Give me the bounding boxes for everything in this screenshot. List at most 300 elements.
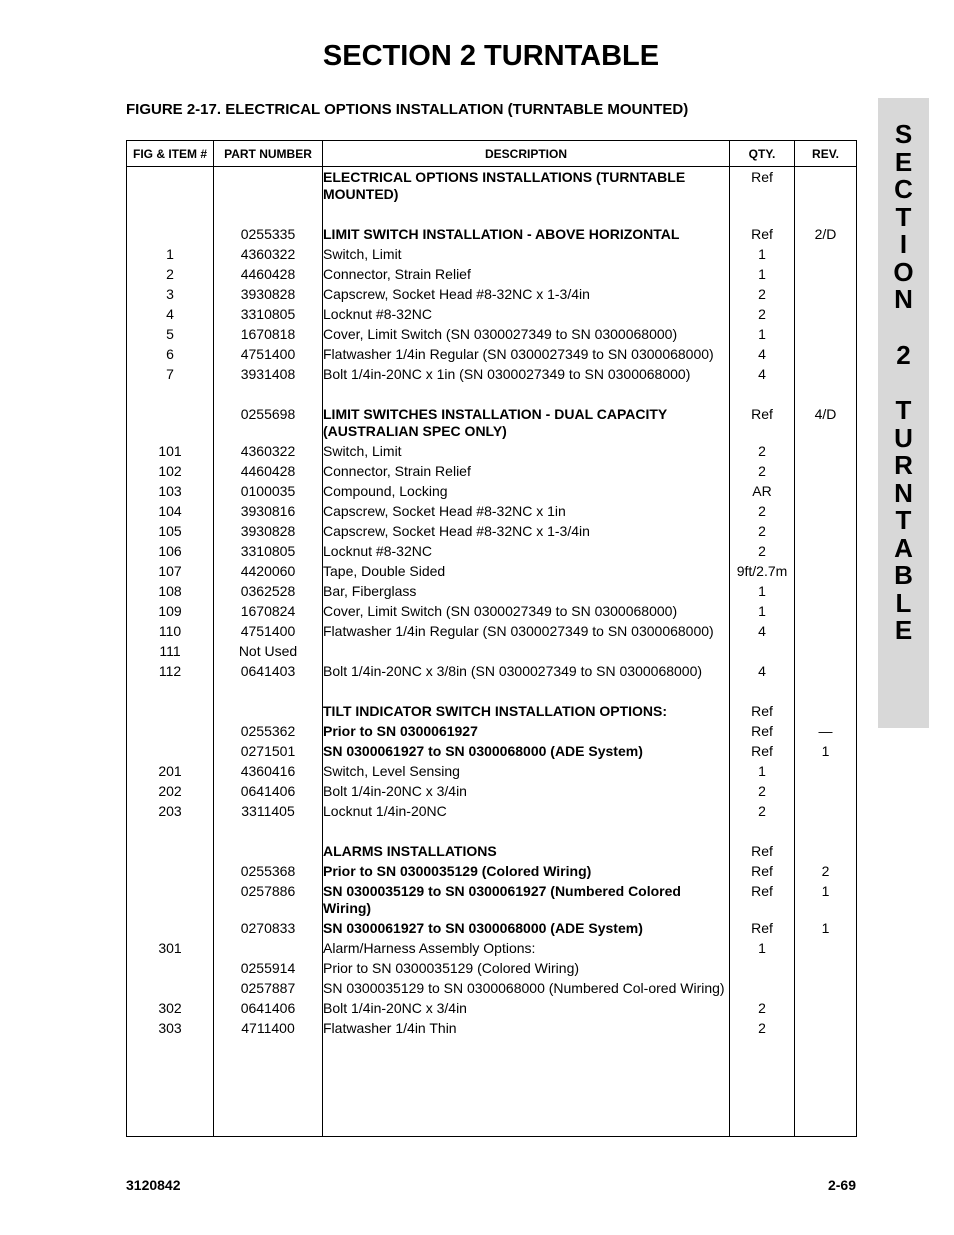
- fig-item-cell-text: 5: [166, 326, 174, 342]
- rev-cell: [795, 1018, 857, 1038]
- qty-cell: [730, 344, 795, 364]
- fig-item-cell: [127, 701, 214, 721]
- table-row: [127, 781, 857, 801]
- rev-cell-text: [795, 998, 856, 1001]
- table-header-row: [127, 141, 857, 167]
- rev-cell-text: 1: [821, 883, 830, 899]
- part-number-cell-text: 4460428: [240, 463, 296, 479]
- rev-cell: [795, 881, 857, 918]
- part-number-cell: [214, 541, 323, 561]
- table-row: [127, 641, 857, 661]
- qty-cell: [730, 601, 795, 621]
- qty-cell: [730, 581, 795, 601]
- document-number: 3120842: [126, 1177, 181, 1193]
- filler-cell: [323, 1038, 730, 1137]
- rev-cell: [795, 561, 857, 581]
- qty-cell-text: Ref: [751, 743, 773, 759]
- fig-item-cell-text: 7: [166, 366, 174, 382]
- part-number-cell-text: 3310805: [240, 306, 296, 322]
- fig-item-cell-text: [127, 721, 213, 724]
- description-cell-text: LIMIT SWITCHES INSTALLATION - DUAL CAPACITY (AUSTRALIAN SPEC ONLY): [323, 406, 668, 439]
- fig-item-cell-text: 101: [158, 443, 182, 459]
- part-number-cell-text: 0255362: [240, 723, 296, 739]
- part-number-cell-text: 4460428: [240, 266, 296, 282]
- description-cell-text: Switch, Level Sensing: [323, 763, 460, 779]
- description-cell-text: Cover, Limit Switch (SN 0300027349 to SN 0300068000): [323, 326, 678, 342]
- qty-cell: [730, 481, 795, 501]
- part-number-cell-text: 0255335: [240, 226, 296, 242]
- fig-item-cell: [127, 167, 214, 225]
- fig-item-cell: [127, 404, 214, 441]
- rev-cell: [795, 701, 857, 721]
- qty-cell: [730, 521, 795, 541]
- side-tab-letter: T: [895, 395, 912, 425]
- qty-cell: [730, 167, 795, 225]
- description-cell-text: ELECTRICAL OPTIONS INSTALLATIONS (TURNTABLE MOUNTED): [323, 169, 686, 202]
- rev-cell: [795, 861, 857, 881]
- qty-cell: [730, 661, 795, 701]
- table-row: [127, 661, 857, 701]
- qty-cell-text: Ref: [751, 169, 773, 185]
- part-number-cell-text: [214, 938, 322, 941]
- rev-cell: [795, 741, 857, 761]
- fig-item-cell-text: 303: [158, 1020, 182, 1036]
- part-number-cell-text: 4360322: [240, 443, 296, 459]
- description-cell: [323, 224, 730, 244]
- description-cell-text: Compound, Locking: [323, 483, 448, 499]
- description-cell-text: Bolt 1/4in-20NC x 3/4in: [323, 1000, 467, 1016]
- table-row: [127, 1018, 857, 1038]
- part-number-cell: [214, 998, 323, 1018]
- side-tab-letter: E: [894, 615, 913, 645]
- description-cell-text: Prior to SN 0300035129 (Colored Wiring): [323, 960, 580, 976]
- table-row: [127, 344, 857, 364]
- part-number-cell-text: 0257887: [240, 980, 296, 996]
- fig-item-cell: [127, 661, 214, 701]
- part-number-cell: [214, 264, 323, 284]
- rev-cell-text: 2: [821, 863, 830, 879]
- rev-cell-text: [795, 841, 856, 844]
- description-cell: [323, 304, 730, 324]
- part-number-cell-text: 3931408: [240, 366, 296, 382]
- fig-item-cell-text: [127, 978, 213, 981]
- fig-item-cell-text: 1: [166, 246, 174, 262]
- qty-cell: [730, 761, 795, 781]
- fig-item-cell-text: 106: [158, 543, 182, 559]
- fig-item-cell: [127, 918, 214, 938]
- fig-item-cell: [127, 741, 214, 761]
- qty-cell: [730, 721, 795, 741]
- description-cell: [323, 324, 730, 344]
- qty-cell-text: 1: [758, 326, 766, 342]
- description-cell-text: Locknut #8-32NC: [323, 306, 432, 322]
- rev-cell-text: 1: [821, 920, 830, 936]
- fig-item-cell-text: 110: [158, 623, 182, 639]
- figure-title: FIGURE 2-17. ELECTRICAL OPTIONS INSTALLATION (TURNTABLE MOUNTED): [126, 101, 689, 118]
- rev-cell: [795, 441, 857, 461]
- rev-cell: [795, 284, 857, 304]
- qty-cell: [730, 741, 795, 761]
- column-header-rev: REV.: [795, 141, 857, 167]
- side-tab-letter: U: [894, 422, 913, 453]
- table-row: [127, 324, 857, 344]
- part-number-cell: [214, 741, 323, 761]
- part-number-cell-text: 0255368: [240, 863, 296, 879]
- side-tab-letter: O: [893, 256, 914, 287]
- qty-cell-text: 9ft/2.7m: [736, 563, 788, 579]
- part-number-cell: [214, 167, 323, 225]
- description-cell-text: SN 0300061927 to SN 0300068000 (ADE System): [323, 920, 643, 936]
- table-row: [127, 601, 857, 621]
- rev-cell: [795, 404, 857, 441]
- rev-cell: [795, 344, 857, 364]
- rev-cell-text: [795, 978, 856, 981]
- part-number-cell: [214, 641, 323, 661]
- table-row: [127, 244, 857, 264]
- rev-cell-text: [795, 958, 856, 961]
- rev-cell: [795, 801, 857, 841]
- description-cell: [323, 501, 730, 521]
- description-cell-text: Capscrew, Socket Head #8-32NC x 1in: [323, 503, 566, 519]
- part-number-cell: [214, 344, 323, 364]
- table-row: [127, 938, 857, 958]
- rev-cell-text: [795, 761, 856, 764]
- description-cell-text: Flatwasher 1/4in Regular (SN 0300027349 to SN 0300068000): [323, 346, 714, 362]
- part-number-cell-text: 4751400: [240, 623, 296, 639]
- description-cell-text: LIMIT SWITCH INSTALLATION - ABOVE HORIZONTAL: [323, 226, 680, 242]
- part-number-cell-text: 3930816: [240, 503, 296, 519]
- rev-cell: [795, 721, 857, 741]
- part-number-cell-text: 3310805: [240, 543, 296, 559]
- part-number-cell: [214, 501, 323, 521]
- part-number-cell: [214, 601, 323, 621]
- qty-cell-text: 2: [758, 783, 766, 799]
- description-cell-text: Alarm/Harness Assembly Options:: [323, 940, 536, 956]
- fig-item-cell: [127, 441, 214, 461]
- fig-item-cell-text: 3: [166, 286, 174, 302]
- description-cell: [323, 701, 730, 721]
- rev-cell: [795, 501, 857, 521]
- description-cell: [323, 561, 730, 581]
- part-number-cell: [214, 801, 323, 841]
- description-cell: [323, 284, 730, 304]
- qty-cell-text: 4: [758, 346, 766, 362]
- qty-cell-text: [730, 978, 794, 981]
- description-cell-text: Tape, Double Sided: [323, 563, 446, 579]
- fig-item-cell-text: 203: [158, 803, 182, 819]
- qty-cell-text: 1: [758, 583, 766, 599]
- rev-cell-text: [795, 264, 856, 267]
- table-row: [127, 581, 857, 601]
- qty-cell: [730, 264, 795, 284]
- description-cell: [323, 661, 730, 701]
- description-cell: [323, 641, 730, 661]
- qty-cell: [730, 938, 795, 958]
- part-number-cell: [214, 404, 323, 441]
- part-number-cell-text: 0641406: [240, 783, 296, 799]
- table-row: [127, 167, 857, 225]
- parts-list-table: [126, 140, 857, 1137]
- rev-cell-text: [795, 601, 856, 604]
- rev-cell-text: [795, 501, 856, 504]
- qty-cell: [730, 621, 795, 641]
- table-row: [127, 881, 857, 918]
- rev-cell-text: [795, 781, 856, 784]
- part-number-cell: [214, 881, 323, 918]
- fig-item-cell-text: 202: [158, 783, 182, 799]
- table-row: [127, 264, 857, 284]
- rev-cell-text: [795, 364, 856, 387]
- rev-cell-text: [795, 1018, 856, 1021]
- qty-cell-text: Ref: [751, 863, 773, 879]
- description-cell: [323, 621, 730, 641]
- fig-item-cell: [127, 1018, 214, 1038]
- part-number-cell: [214, 481, 323, 501]
- fig-item-cell-text: 102: [158, 463, 182, 479]
- qty-cell: [730, 701, 795, 721]
- rev-cell: [795, 581, 857, 601]
- part-number-cell: [214, 721, 323, 741]
- qty-cell-text: 2: [758, 443, 766, 459]
- description-cell-text: Bolt 1/4in-20NC x 3/8in (SN 0300027349 to SN 0300068000): [323, 663, 703, 679]
- rev-cell-text: [795, 167, 856, 190]
- rev-cell-text: [795, 441, 856, 444]
- rev-cell-text: [795, 461, 856, 464]
- fig-item-cell-text: [127, 404, 213, 407]
- rev-cell-text: 2/D: [814, 226, 837, 242]
- description-cell: [323, 441, 730, 461]
- description-cell: [323, 481, 730, 501]
- part-number-cell-text: 4711400: [241, 1020, 295, 1036]
- description-cell-text: Prior to SN 0300061927: [323, 723, 478, 739]
- fig-item-cell-text: 6: [166, 346, 174, 362]
- qty-cell: [730, 801, 795, 841]
- qty-cell-text: 4: [758, 663, 766, 679]
- qty-cell: [730, 641, 795, 661]
- qty-cell: [730, 501, 795, 521]
- part-number-cell-text: 3930828: [240, 523, 296, 539]
- fig-item-cell: [127, 461, 214, 481]
- side-tab-letter: C: [894, 174, 913, 204]
- rev-cell-text: [795, 481, 856, 484]
- description-cell: [323, 978, 730, 998]
- rev-cell: [795, 364, 857, 404]
- filler-cell: [127, 1038, 214, 1137]
- part-number-cell: [214, 978, 323, 998]
- qty-cell-text: 2: [758, 543, 766, 559]
- fig-item-cell-text: 302: [158, 1000, 182, 1016]
- qty-cell: [730, 441, 795, 461]
- description-cell-text: Connector, Strain Relief: [323, 463, 471, 479]
- description-cell: [323, 841, 730, 861]
- rev-cell: [795, 918, 857, 938]
- rev-cell-text: [795, 701, 856, 704]
- fig-item-cell-text: [127, 861, 213, 864]
- fig-item-cell: [127, 601, 214, 621]
- qty-cell-text: Ref: [751, 406, 773, 422]
- qty-cell-text: 2: [758, 803, 766, 819]
- qty-cell-text: 2: [758, 306, 766, 322]
- qty-cell: [730, 841, 795, 861]
- rev-cell-text: [795, 641, 856, 644]
- description-cell: [323, 344, 730, 364]
- rev-cell-text: [795, 938, 856, 941]
- side-tab-letter: R: [894, 450, 913, 480]
- part-number-cell: [214, 521, 323, 541]
- description-cell-text: Locknut #8-32NC: [323, 543, 432, 559]
- rev-cell-text: 1: [821, 743, 830, 759]
- side-tab-letter: B: [894, 560, 913, 590]
- description-cell-text: TILT INDICATOR SWITCH INSTALLATION OPTIONS:: [323, 703, 668, 719]
- fig-item-cell: [127, 978, 214, 998]
- fig-item-cell: [127, 364, 214, 404]
- table-row: [127, 861, 857, 881]
- fig-item-cell-text: 104: [158, 503, 182, 519]
- rev-cell: [795, 641, 857, 661]
- qty-cell: [730, 781, 795, 801]
- description-cell: [323, 521, 730, 541]
- qty-cell-text: AR: [752, 483, 772, 499]
- description-cell: [323, 781, 730, 801]
- description-cell-text: Switch, Limit: [323, 246, 402, 262]
- table-row: [127, 761, 857, 781]
- qty-cell: [730, 918, 795, 938]
- fig-item-cell-text: 301: [158, 940, 182, 956]
- description-cell-text: SN 0300035129 to SN 0300068000 (Numbered Col-ored Wiring): [323, 980, 725, 996]
- description-cell: [323, 581, 730, 601]
- description-cell: [323, 461, 730, 481]
- qty-cell: [730, 404, 795, 441]
- rev-cell: [795, 998, 857, 1018]
- description-cell: [323, 541, 730, 561]
- part-number-cell: [214, 224, 323, 244]
- part-number-cell: [214, 1018, 323, 1038]
- table-row: [127, 441, 857, 461]
- filler-cell: [214, 1038, 323, 1137]
- qty-cell: [730, 881, 795, 918]
- rev-cell-text: [795, 344, 856, 347]
- rev-cell: [795, 601, 857, 621]
- fig-item-cell-text: [127, 958, 213, 961]
- qty-cell: [730, 461, 795, 481]
- part-number-cell: [214, 918, 323, 938]
- rev-cell-text: 4/D: [814, 406, 837, 422]
- table-row: [127, 541, 857, 561]
- rev-cell: [795, 244, 857, 264]
- rev-cell: [795, 938, 857, 958]
- description-cell: [323, 881, 730, 918]
- qty-cell-text: 1: [758, 763, 766, 779]
- part-number-cell-text: 4360416: [240, 763, 296, 779]
- fig-item-cell: [127, 541, 214, 561]
- qty-cell-text: 1: [758, 940, 766, 956]
- qty-cell-text: 2: [758, 286, 766, 302]
- rev-cell: [795, 167, 857, 225]
- rev-cell: [795, 541, 857, 561]
- fig-item-cell-text: [127, 841, 213, 844]
- qty-cell: [730, 998, 795, 1018]
- fig-item-cell: [127, 761, 214, 781]
- qty-cell-text: 2: [758, 463, 766, 479]
- fig-item-cell: [127, 861, 214, 881]
- part-number-cell-text: 0270833: [240, 920, 296, 936]
- part-number-cell: [214, 701, 323, 721]
- fig-item-cell-text: 112: [158, 663, 182, 679]
- part-number-cell: [214, 621, 323, 641]
- fig-item-cell: [127, 958, 214, 978]
- page-number: 2-69: [827, 1177, 856, 1193]
- table-row: [127, 561, 857, 581]
- side-tab-letter: 2: [896, 339, 911, 370]
- description-cell-text: Capscrew, Socket Head #8-32NC x 1-3/4in: [323, 286, 590, 302]
- table-filler-row: [127, 1038, 857, 1137]
- qty-cell: [730, 978, 795, 998]
- table-row: [127, 841, 857, 861]
- rev-cell-text: [795, 581, 856, 584]
- qty-cell-text: 4: [758, 623, 766, 639]
- description-cell: [323, 861, 730, 881]
- description-cell: [323, 364, 730, 404]
- fig-item-cell: [127, 481, 214, 501]
- rev-cell: [795, 761, 857, 781]
- qty-cell-text: 2: [758, 503, 766, 519]
- rev-cell-text: [795, 541, 856, 544]
- part-number-cell-text: 4360322: [240, 246, 296, 262]
- qty-cell-text: 4: [758, 366, 766, 382]
- description-cell: [323, 998, 730, 1018]
- rev-cell-text: [795, 801, 856, 824]
- fig-item-cell: [127, 284, 214, 304]
- table-row: [127, 501, 857, 521]
- fig-item-cell: [127, 881, 214, 918]
- fig-item-cell: [127, 998, 214, 1018]
- fig-item-cell: [127, 344, 214, 364]
- part-number-cell: [214, 661, 323, 701]
- part-number-cell: [214, 441, 323, 461]
- table-row: [127, 621, 857, 641]
- fig-item-cell: [127, 841, 214, 861]
- qty-cell: [730, 541, 795, 561]
- part-number-cell-text: 0255914: [240, 960, 296, 976]
- fig-item-cell: [127, 521, 214, 541]
- description-cell: [323, 244, 730, 264]
- rev-cell-text: [795, 304, 856, 307]
- part-number-cell: [214, 581, 323, 601]
- fig-item-cell: [127, 801, 214, 841]
- qty-cell-text: [730, 958, 794, 961]
- column-header-part-number: PART NUMBER: [214, 141, 323, 167]
- description-cell: [323, 601, 730, 621]
- table-row: [127, 721, 857, 741]
- description-cell: [323, 918, 730, 938]
- fig-item-cell: [127, 621, 214, 641]
- part-number-cell-text: 0641406: [240, 1000, 296, 1016]
- side-tab-letter: A: [894, 532, 913, 563]
- rev-cell-text: [795, 521, 856, 524]
- part-number-cell-text: 0257886: [240, 883, 296, 899]
- rev-cell-text: [795, 244, 856, 247]
- part-number-cell-text: 1670818: [240, 326, 296, 342]
- qty-cell-text: 1: [758, 266, 766, 282]
- qty-cell: [730, 304, 795, 324]
- rev-cell: [795, 324, 857, 344]
- qty-cell: [730, 561, 795, 581]
- rev-cell-text: [795, 561, 856, 564]
- qty-cell-text: 1: [758, 603, 766, 619]
- description-cell-text: Bar, Fiberglass: [323, 583, 417, 599]
- qty-cell-text: 1: [758, 246, 766, 262]
- part-number-cell: [214, 861, 323, 881]
